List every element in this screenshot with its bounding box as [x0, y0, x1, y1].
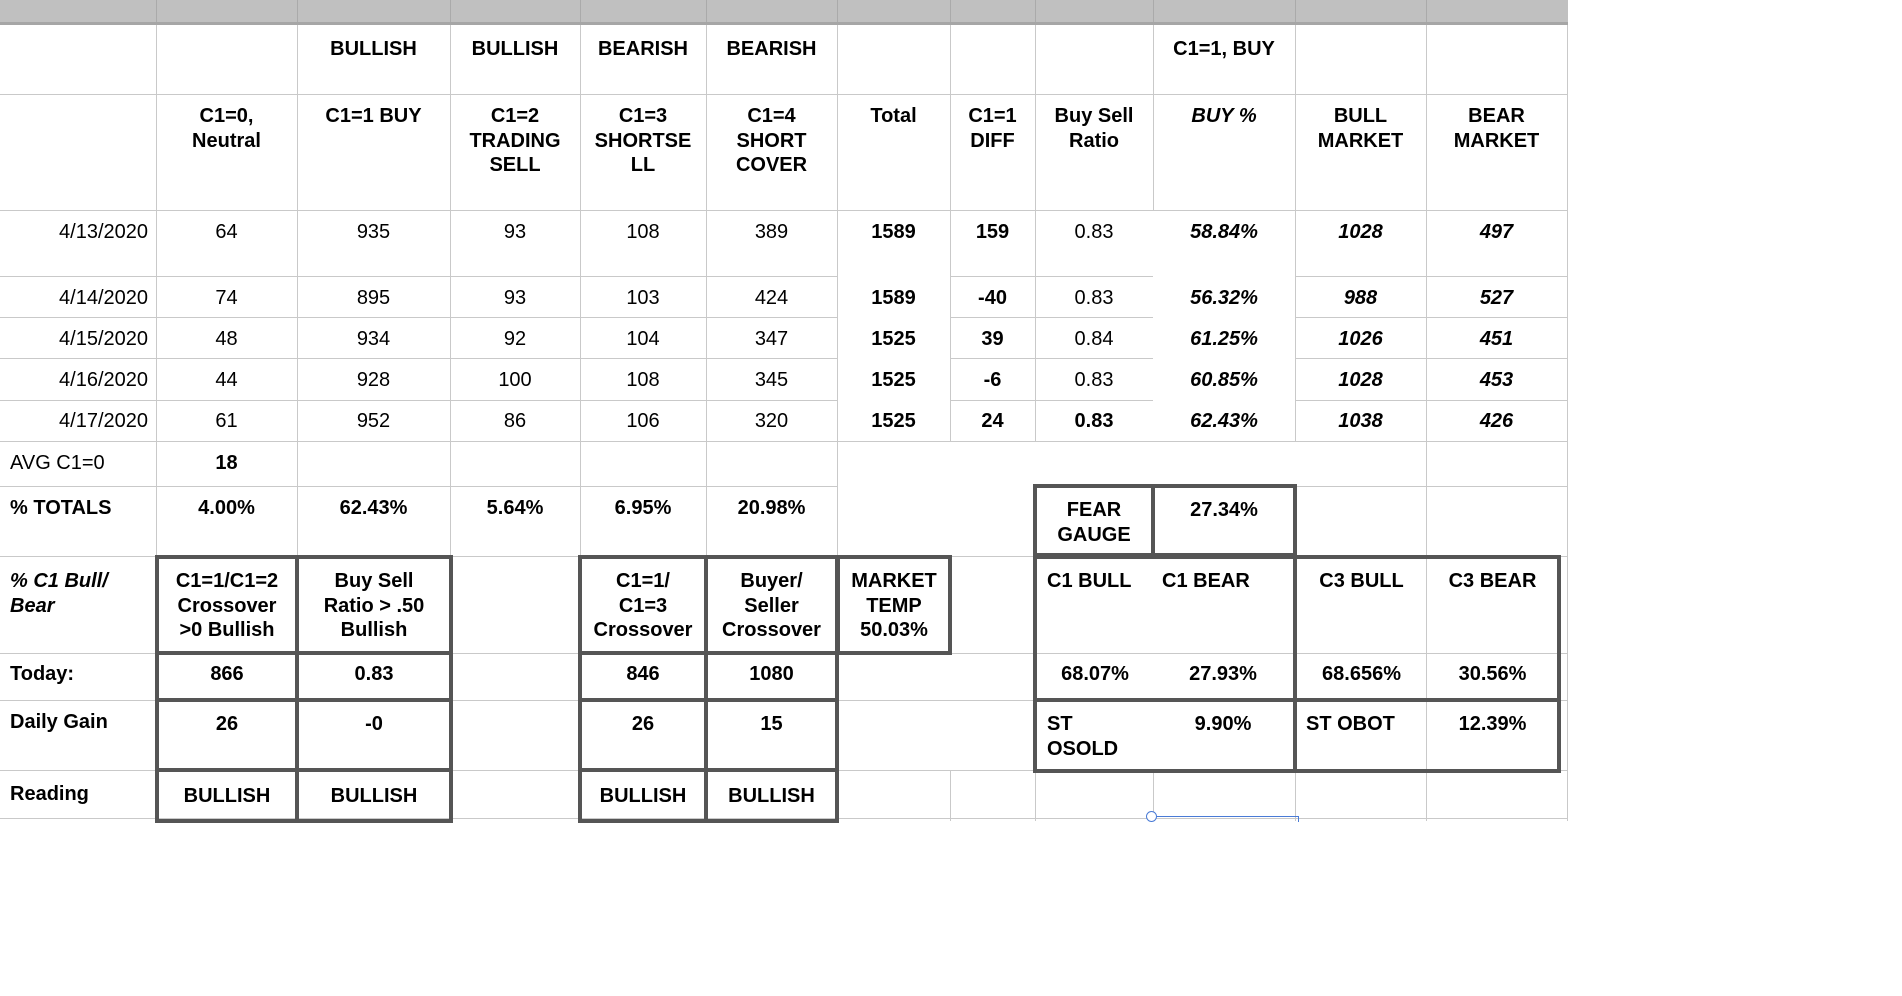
col-header-c1-buy: C1=1 BUY: [325, 105, 422, 127]
short-sell-cell[interactable]: 104: [626, 328, 660, 350]
c1-buy-cell[interactable]: 935: [356, 221, 391, 243]
buy-pct-cell[interactable]: 62.43%: [1190, 410, 1258, 432]
market-temp-value[interactable]: 50.03%: [860, 619, 928, 641]
neutral-cell[interactable]: 74: [215, 287, 238, 309]
diff-cell[interactable]: 159: [975, 221, 1010, 243]
st-osold-value[interactable]: 9.90%: [1194, 713, 1252, 735]
c1-buy-cell[interactable]: 952: [356, 410, 391, 432]
col-header-bear-market: BEAR MARKET: [1453, 105, 1540, 152]
short-cover-cell[interactable]: 345: [754, 369, 789, 391]
avg-value[interactable]: 18: [215, 452, 238, 474]
fear-gauge-value[interactable]: 27.34%: [1190, 499, 1258, 521]
col-header-short-cover: C1=4 SHORT COVER: [735, 105, 808, 176]
reading-ratio[interactable]: BULLISH: [330, 785, 418, 807]
trading-sell-cell[interactable]: 93: [503, 287, 527, 309]
neutral-cell[interactable]: 61: [215, 410, 238, 432]
date-cell[interactable]: 4/16/2020: [59, 369, 148, 391]
column-header-bar[interactable]: [0, 0, 1568, 25]
diff-cell[interactable]: -6: [983, 369, 1002, 391]
today-buyer-seller[interactable]: 1080: [749, 663, 794, 685]
today-crossover-12[interactable]: 866: [210, 663, 244, 685]
bear-market-cell[interactable]: 527: [1479, 287, 1514, 309]
col-header-trading-sell: C1=2 TRADING SELL: [469, 105, 561, 176]
today-c1-bull[interactable]: 68.07%: [1061, 663, 1129, 685]
signals-label[interactable]: % C1 Bull/ Bear: [10, 570, 108, 617]
short-cover-cell[interactable]: 424: [754, 287, 789, 309]
trading-sell-cell[interactable]: 93: [503, 221, 527, 243]
today-c1-bear[interactable]: 27.93%: [1189, 663, 1257, 685]
c3-bear-header[interactable]: C3 BEAR: [1448, 570, 1537, 592]
crossover-12-header[interactable]: C1=1/C1=2 Crossover >0 Bullish: [175, 570, 279, 641]
buy-pct-cell[interactable]: 58.84%: [1190, 221, 1258, 243]
trading-sell-cell[interactable]: 92: [503, 328, 527, 350]
reading-label[interactable]: Reading: [10, 783, 89, 805]
ratio-cell[interactable]: 0.83: [1074, 221, 1114, 243]
header-bearish-2: BEARISH: [726, 38, 817, 60]
neutral-cell[interactable]: 44: [215, 369, 238, 391]
col-header-total: Total: [870, 105, 917, 127]
today-label[interactable]: Today:: [10, 663, 75, 685]
st-osold-label[interactable]: ST OSOLD: [1047, 713, 1119, 760]
gain-crossover-12[interactable]: 26: [215, 713, 239, 735]
total-cell[interactable]: 1525: [871, 369, 916, 391]
st-obot-label[interactable]: ST OBOT: [1306, 713, 1395, 735]
short-cover-cell[interactable]: 347: [754, 328, 789, 350]
totals-trading-sell[interactable]: 5.64%: [486, 497, 544, 519]
crossover-13-header[interactable]: C1=1/ C1=3 Crossover: [593, 570, 693, 641]
header-bullish-1: BULLISH: [330, 38, 417, 60]
total-cell[interactable]: 1525: [871, 410, 916, 432]
short-sell-cell[interactable]: 108: [626, 369, 660, 391]
ratio-cell[interactable]: 0.83: [1074, 287, 1114, 309]
totals-short-cover[interactable]: 20.98%: [737, 497, 806, 519]
col-header-neutral: C1=0, Neutral: [192, 105, 261, 152]
c1-buy-cell[interactable]: 928: [356, 369, 391, 391]
header-bullish-2: BULLISH: [471, 38, 559, 60]
bear-market-cell[interactable]: 453: [1479, 369, 1514, 391]
today-crossover-13[interactable]: 846: [626, 663, 660, 685]
bear-market-cell[interactable]: 451: [1479, 328, 1514, 350]
cell-selection[interactable]: [1151, 816, 1299, 822]
c1-buy-cell[interactable]: 934: [356, 328, 391, 350]
short-sell-cell[interactable]: 108: [626, 221, 660, 243]
bull-market-cell[interactable]: 1028: [1338, 221, 1383, 243]
trading-sell-cell[interactable]: 100: [498, 369, 532, 391]
reading-buyer-seller[interactable]: BULLISH: [728, 785, 815, 807]
diff-cell[interactable]: 39: [981, 328, 1004, 350]
gain-ratio[interactable]: -0: [365, 713, 383, 735]
col-header-short-sell: C1=3 SHORTSE LL: [594, 105, 692, 176]
today-ratio[interactable]: 0.83: [354, 663, 394, 685]
neutral-cell[interactable]: 64: [215, 221, 238, 243]
total-cell[interactable]: 1589: [871, 287, 916, 309]
selection-handle[interactable]: [1146, 811, 1157, 822]
c3-bull-header[interactable]: C3 BULL: [1319, 570, 1404, 592]
buy-pct-cell[interactable]: 56.32%: [1190, 287, 1258, 309]
date-cell[interactable]: 4/13/2020: [59, 221, 148, 243]
bull-market-cell[interactable]: 1026: [1338, 328, 1383, 350]
neutral-cell[interactable]: 48: [215, 328, 238, 350]
today-c3-bull[interactable]: 68.656%: [1322, 663, 1401, 685]
c1-buy-cell[interactable]: 895: [356, 287, 391, 309]
totals-c1-buy[interactable]: 62.43%: [339, 497, 408, 519]
short-cover-cell[interactable]: 320: [754, 410, 789, 432]
st-obot-value[interactable]: 12.39%: [1458, 713, 1527, 735]
date-cell[interactable]: 4/17/2020: [59, 410, 148, 432]
buyer-seller-header[interactable]: Buyer/ Seller Crossover: [722, 570, 821, 641]
market-temp-label[interactable]: MARKET TEMP: [851, 570, 937, 617]
col-header-buy-sell-ratio: Buy Sell Ratio: [1054, 105, 1134, 152]
gain-buyer-seller[interactable]: 15: [760, 713, 783, 735]
diff-cell[interactable]: 24: [981, 410, 1004, 432]
ratio-cell[interactable]: 0.83: [1074, 369, 1114, 391]
bear-market-cell[interactable]: 497: [1479, 221, 1514, 243]
bear-market-cell[interactable]: 426: [1479, 410, 1514, 432]
buy-pct-cell[interactable]: 61.25%: [1190, 328, 1258, 350]
col-header-buy-pct: BUY %: [1191, 105, 1257, 127]
date-cell[interactable]: 4/15/2020: [59, 328, 148, 350]
col-header-bull-market: BULL MARKET: [1317, 105, 1404, 152]
bull-market-cell[interactable]: 1028: [1338, 369, 1383, 391]
date-cell[interactable]: 4/14/2020: [59, 287, 148, 309]
c1-bull-header[interactable]: C1 BULL: [1047, 570, 1132, 592]
daily-gain-label[interactable]: Daily Gain: [10, 711, 108, 733]
buy-pct-cell[interactable]: 60.85%: [1190, 369, 1258, 391]
reading-crossover-12[interactable]: BULLISH: [183, 785, 271, 807]
today-c3-bear[interactable]: 30.56%: [1458, 663, 1527, 685]
col-header-c1-diff: C1=1 DIFF: [968, 105, 1017, 152]
c1-bear-header[interactable]: C1 BEAR: [1162, 570, 1250, 592]
total-cell[interactable]: 1589: [871, 221, 916, 243]
gain-crossover-13[interactable]: 26: [631, 713, 655, 735]
total-cell[interactable]: 1525: [871, 328, 916, 350]
totals-neutral[interactable]: 4.00%: [198, 497, 255, 519]
bull-market-cell[interactable]: 1038: [1338, 410, 1383, 432]
short-cover-cell[interactable]: 389: [754, 221, 789, 243]
bull-market-cell[interactable]: 988: [1343, 287, 1378, 309]
ratio-cell[interactable]: 0.84: [1074, 328, 1114, 350]
totals-label[interactable]: % TOTALS: [10, 497, 112, 519]
fear-gauge-label[interactable]: FEAR GAUGE: [1057, 499, 1131, 546]
avg-label[interactable]: AVG C1=0: [10, 452, 105, 474]
ratio-cell[interactable]: 0.83: [1074, 410, 1114, 432]
header-c1-buy: C1=1, BUY: [1173, 38, 1275, 60]
trading-sell-cell[interactable]: 86: [503, 410, 527, 432]
diff-cell[interactable]: -40: [978, 287, 1007, 309]
header-bearish-1: BEARISH: [597, 38, 688, 60]
totals-short-sell[interactable]: 6.95%: [614, 497, 672, 519]
ratio-gt-header[interactable]: Buy Sell Ratio > .50 Bullish: [323, 570, 425, 641]
short-sell-cell[interactable]: 106: [626, 410, 660, 432]
short-sell-cell[interactable]: 103: [626, 287, 660, 309]
reading-crossover-13[interactable]: BULLISH: [599, 785, 687, 807]
